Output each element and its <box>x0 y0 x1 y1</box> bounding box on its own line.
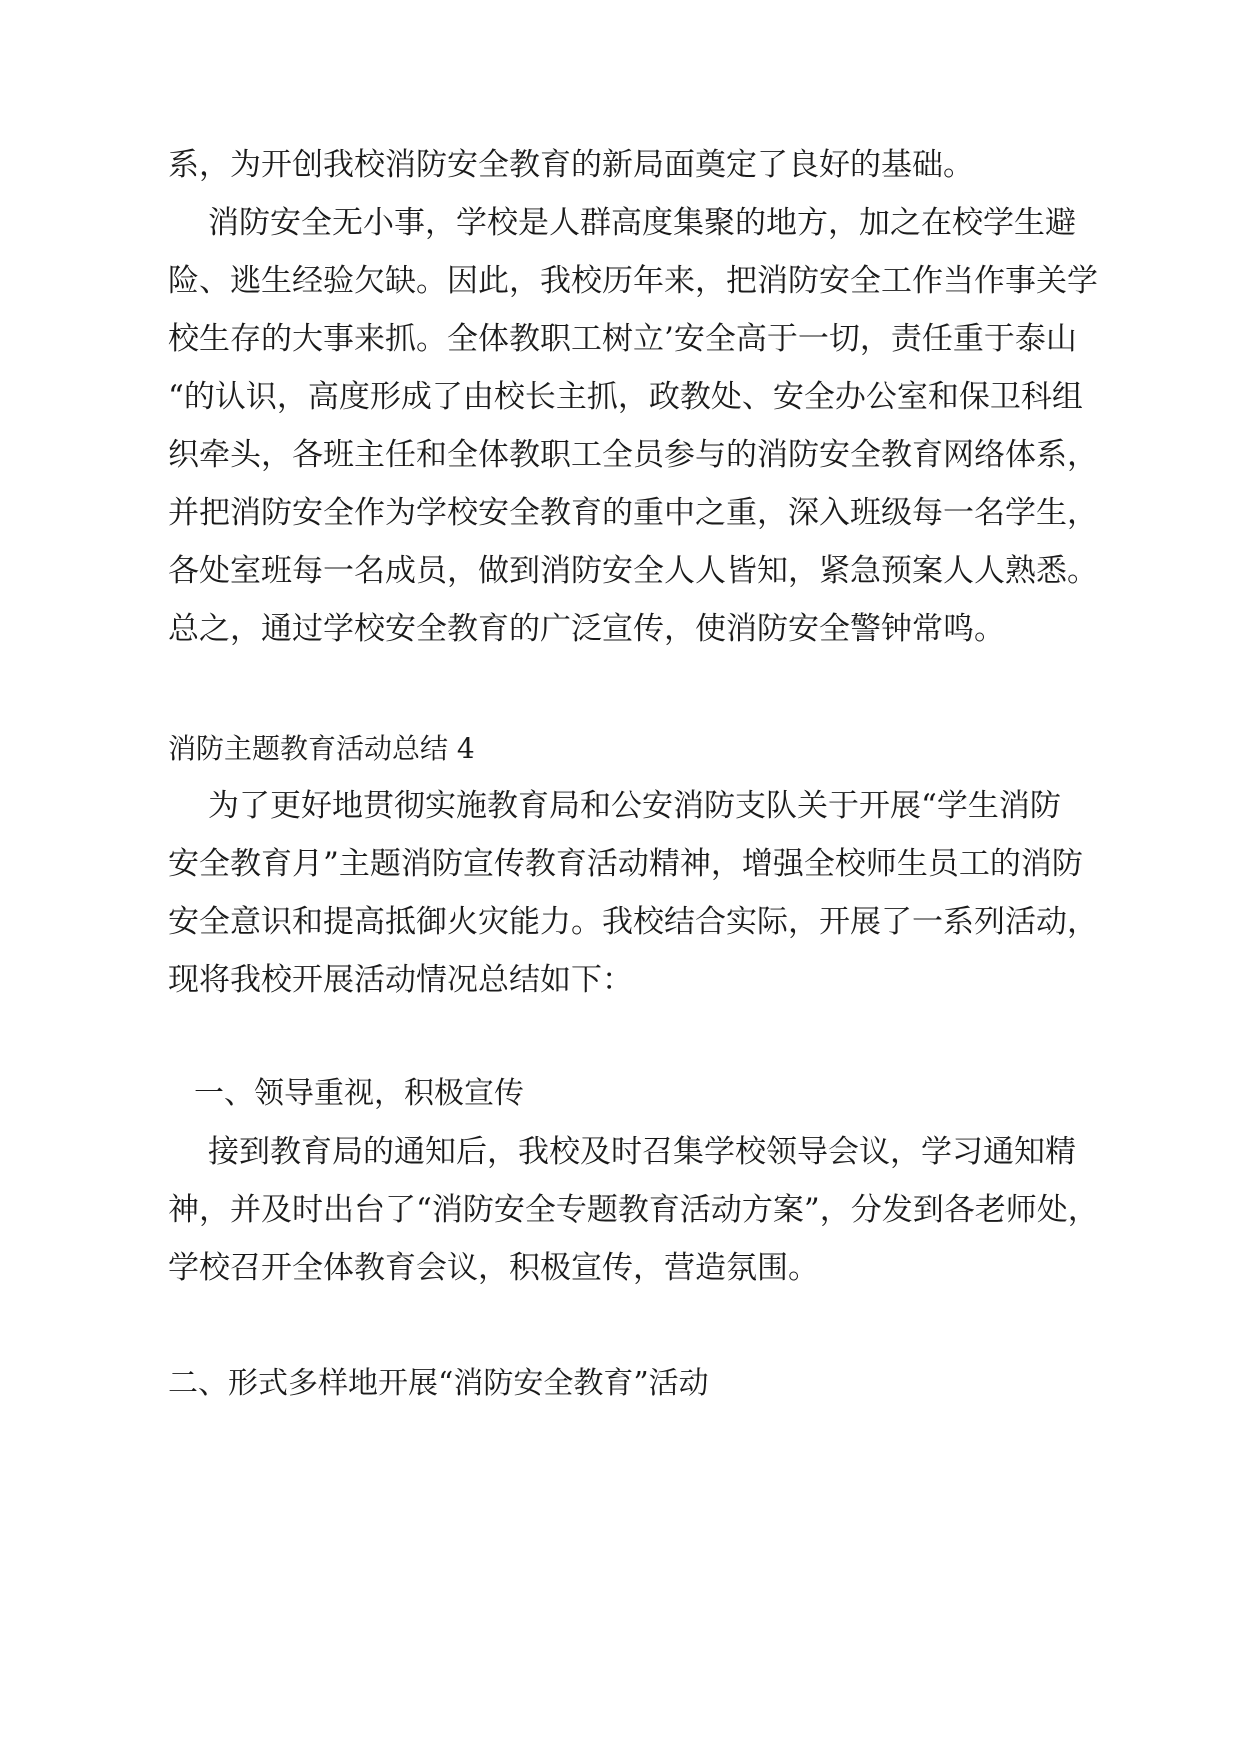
paragraph-line: 系，为开创我校消防安全教育的新局面奠定了良好的基础。 <box>168 147 974 183</box>
subsection-title: 二、形式多样地开展“消防安全教育”活动 <box>168 1366 709 1401</box>
subsection-title: 一、领导重视，积极宣传 <box>194 1076 524 1111</box>
paragraph-line: 安全意识和提高抵御火灾能力。我校结合实际，开展了一系列活动， <box>168 904 1098 940</box>
paragraph-line: “的认识，高度形成了由校长主抓，政教处、安全办公室和保卫科组 <box>168 379 1083 415</box>
paragraph-line: 安全教育月”主题消防宣传教育活动精神，增强全校师生员工的消防 <box>168 846 1083 882</box>
paragraph-line: 消防安全无小事，学校是人群高度集聚的地方，加之在校学生避 <box>208 205 1076 241</box>
paragraph-line: 并把消防安全作为学校安全教育的重中之重，深入班级每一名学生， <box>168 495 1098 531</box>
paragraph-line: 接到教育局的通知后，我校及时召集学校领导会议，学习通知精 <box>208 1134 1076 1170</box>
section-heading: 消防主题教育活动总结 4 <box>168 732 475 765</box>
paragraph-line: 校生存的大事来抓。全体教职工树立’安全高于一切，责任重于泰山 <box>168 321 1077 357</box>
paragraph-line: 织牵头，各班主任和全体教职工全员参与的消防安全教育网络体系， <box>168 437 1098 473</box>
paragraph-line: 现将我校开展活动情况总结如下： <box>168 962 633 998</box>
paragraph-line: 学校召开全体教育会议，积极宣传，营造氛围。 <box>168 1250 819 1286</box>
paragraph-line: 神，并及时出台了“消防安全专题教育活动方案”，分发到各老师处， <box>168 1192 1099 1228</box>
paragraph-line: 总之，通过学校安全教育的广泛宣传，使消防安全警钟常鸣。 <box>168 611 1005 647</box>
paragraph-line: 为了更好地贯彻实施教育局和公安消防支队关于开展“学生消防 <box>208 788 1061 824</box>
paragraph-line: 各处室班每一名成员，做到消防安全人人皆知，紧急预案人人熟悉。 <box>168 553 1098 589</box>
paragraph-line: 险、逃生经验欠缺。因此，我校历年来，把消防安全工作当作事关学 <box>168 263 1098 299</box>
